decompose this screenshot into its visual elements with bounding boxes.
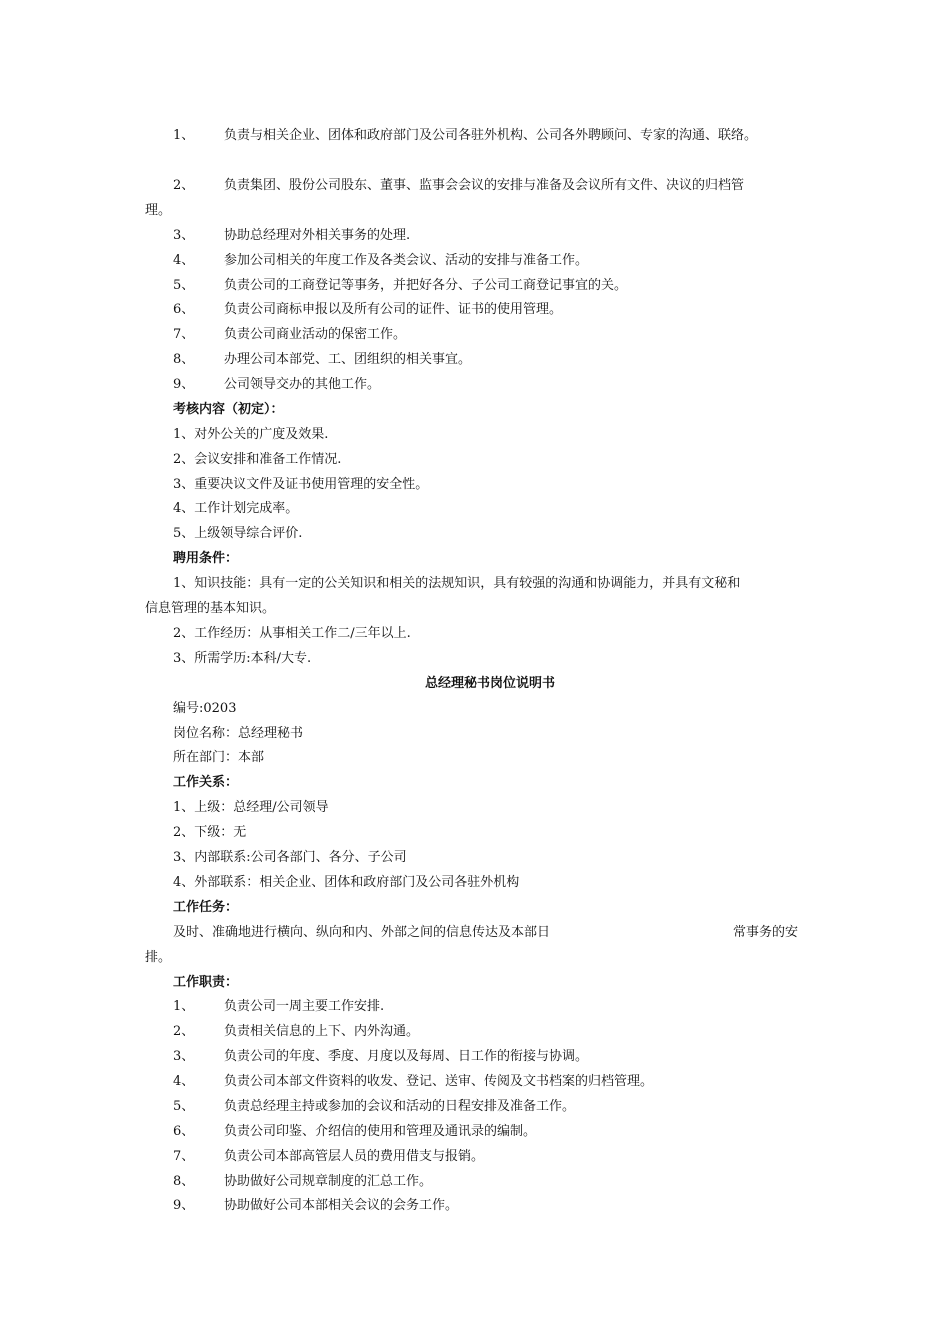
duty-item: 9、 公司领导交办的其他工作。 [173, 377, 381, 392]
hiring-item: 2、工作经历：从事相关工作二/三年以上. [173, 626, 411, 641]
duty-item: 1、 负责与相关企业、团体和政府部门及公司各驻外机构、公司各外聘顾问、专家的沟通、联络。 [173, 128, 758, 143]
hiring-item: 1、知识技能：具有一定的公关知识和相关的法规知识，具有较强的沟通和协调能力，并具有文秘和 [173, 576, 741, 591]
duty-item: 3、 协助总经理对外相关事务的处理. [173, 228, 411, 243]
assessment-item: 2、会议安排和准备工作情况. [173, 452, 342, 467]
hiring-heading: 聘用条件： [173, 551, 239, 566]
relation-item: 4、外部联系：相关企业、团体和政府部门及公司各驻外机构 [173, 875, 520, 890]
responsibility-item: 2、 负责相关信息的上下、内外沟通。 [173, 1024, 420, 1039]
relations-heading: 工作关系： [173, 775, 239, 790]
task-text-continuation: 排。 [145, 950, 172, 965]
duty-item: 8、 办理公司本部党、工、团组织的相关事宜。 [173, 352, 472, 367]
relation-item: 2、下级：无 [173, 825, 247, 840]
assessment-item: 4、工作计划完成率。 [173, 501, 299, 516]
responsibility-item: 5、 负责总经理主持或参加的会议和活动的日程安排及准备工作。 [173, 1099, 576, 1114]
duty-item: 4、 参加公司相关的年度工作及各类会议、活动的安排与准备工作。 [173, 253, 589, 268]
responsibility-item: 7、 负责公司本部高管层人员的费用借支与报销。 [173, 1149, 485, 1164]
position-name: 岗位名称：总经理秘书 [173, 726, 304, 741]
responsibility-item: 1、 负责公司一周主要工作安排. [173, 999, 385, 1014]
assessment-heading: 考核内容（初定）： [173, 402, 284, 417]
doc-code: 编号:0203 [173, 701, 237, 716]
department-name: 所在部门：本部 [173, 750, 265, 765]
responsibility-item: 8、 协助做好公司规章制度的汇总工作。 [173, 1174, 433, 1189]
assessment-item: 3、重要决议文件及证书使用管理的安全性。 [173, 477, 429, 492]
duty-item: 7、 负责公司商业活动的保密工作。 [173, 327, 407, 342]
relation-item: 1、上级：总经理/公司领导 [173, 800, 329, 815]
task-text: 及时、准确地进行横向、纵向和内、外部之间的信息传达及本部日 [173, 925, 551, 940]
responsibility-item: 9、 协助做好公司本部相关会议的会务工作。 [173, 1198, 459, 1213]
responsibility-item: 6、 负责公司印鉴、介绍信的使用和管理及通讯录的编制。 [173, 1124, 537, 1139]
document-title: 总经理秘书岗位说明书 [424, 676, 555, 691]
hiring-item: 3、所需学历:本科/大专. [173, 651, 312, 666]
responsibilities-heading: 工作职责： [173, 975, 239, 990]
duty-item: 6、 负责公司商标申报以及所有公司的证件、证书的使用管理。 [173, 302, 563, 317]
task-text-right: 常事务的安 [733, 925, 799, 940]
assessment-item: 5、上级领导综合评价. [173, 526, 303, 541]
responsibility-item: 4、 负责公司本部文件资料的收发、登记、送审、传阅及文书档案的归档管理。 [173, 1074, 654, 1089]
hiring-item-continuation: 信息管理的基本知识。 [145, 601, 276, 616]
relation-item: 3、内部联系:公司各部门、各分、子公司 [173, 850, 407, 865]
duty-item-continuation: 理。 [145, 203, 172, 218]
responsibility-item: 3、 负责公司的年度、季度、月度以及每周、日工作的衔接与协调。 [173, 1049, 589, 1064]
duty-item: 5、 负责公司的工商登记等事务，并把好各分、子公司工商登记事宜的关。 [173, 278, 628, 293]
duty-item: 2、 负责集团、股份公司股东、董事、监事会会议的安排与准备及会议所有文件、决议的归档管 [173, 178, 745, 193]
task-heading: 工作任务： [173, 900, 239, 915]
assessment-item: 1、对外公关的广度及效果. [173, 427, 329, 442]
